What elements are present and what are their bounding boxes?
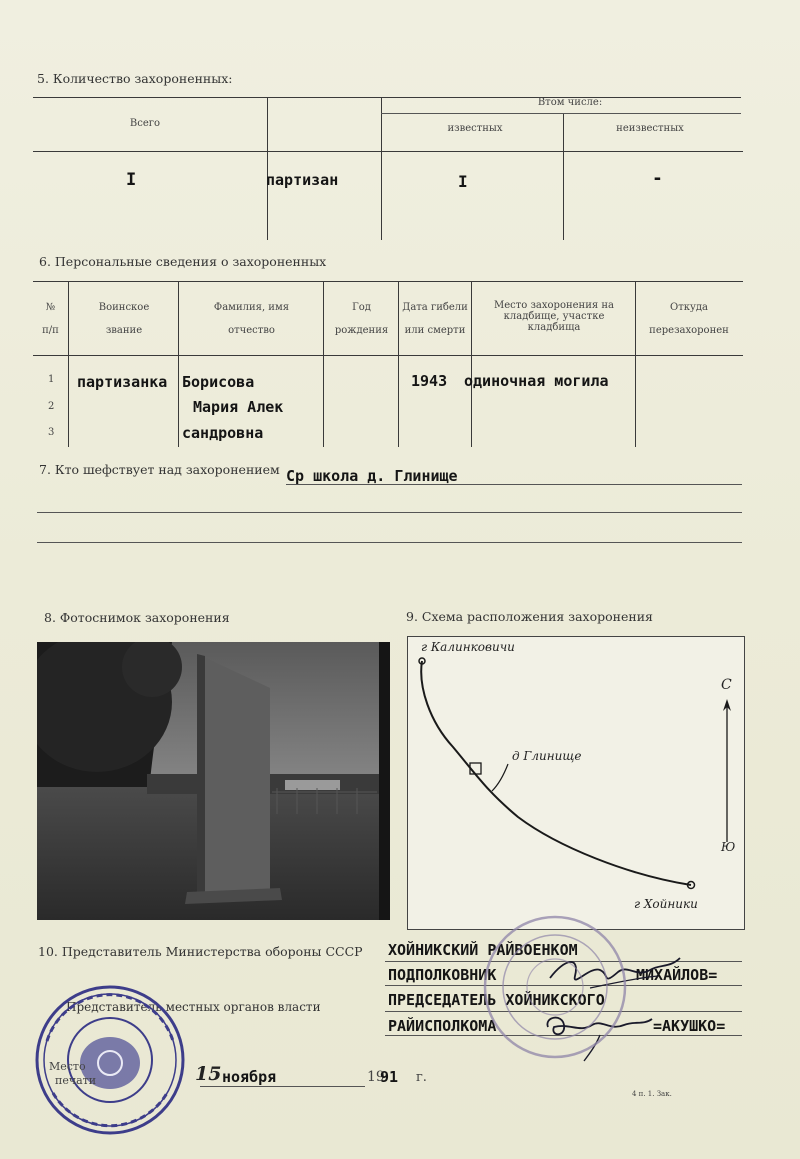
scheme-label-south: Ю [721, 840, 736, 854]
section8-title: 8. Фотоснимок захоронения [44, 610, 230, 625]
header-name: отчество [228, 325, 275, 336]
record-name-line3: сандровна [182, 424, 264, 442]
col-unknown-header: неизвестных [616, 123, 684, 134]
divider [323, 281, 324, 447]
unknown-value: - [652, 168, 663, 189]
date-year-prefix: 19 [367, 1069, 385, 1085]
location-scheme [407, 636, 745, 930]
header-from: Откуда [670, 302, 708, 313]
row-number: 3 [48, 427, 55, 438]
header-place: Место захоронения на [493, 300, 614, 311]
record-name-line1: Борисова [182, 373, 255, 391]
military-rep-line1: ХОЙНИКСКИЙ РАЙВОЕНКОМ [388, 941, 578, 959]
divider [178, 281, 179, 447]
header-name: Фамилия, имя [213, 302, 290, 313]
col-known-header: известных [447, 123, 503, 134]
date-suffix: г. [416, 1070, 427, 1085]
section5-title: 5. Количество захороненных: [37, 71, 233, 86]
local-rep-name: =АКУШКО= [653, 1017, 726, 1035]
total-value: I [126, 170, 137, 190]
header-rank: Воинское [98, 302, 150, 313]
divider [37, 542, 742, 543]
divider [33, 281, 743, 282]
divider [37, 512, 742, 513]
header-num: № [45, 302, 56, 313]
divider [33, 151, 743, 152]
divider [381, 97, 382, 240]
print-info: 4 п. 1. Зак. [632, 1090, 672, 1098]
scheme-label-village: д Глинище [512, 749, 582, 763]
military-rep-line2: ПОДПОЛКОВНИК [388, 966, 497, 984]
stamp-place-label: Место [49, 1060, 86, 1073]
divider [200, 1086, 365, 1087]
header-year: Год [352, 302, 371, 313]
record-date: 1943 [411, 372, 448, 390]
divider [68, 281, 69, 447]
record-name-line2: Мария Алек [193, 398, 284, 416]
date-year: 91 [380, 1068, 399, 1086]
record-rank: партизанка [77, 373, 168, 391]
date-day: 15 [195, 1063, 222, 1085]
header-year: рождения [334, 325, 389, 336]
military-office-stamp [480, 912, 630, 1062]
local-rep-line1: ПРЕДСЕДАТЕЛЬ ХОЙНИКСКОГО [388, 991, 605, 1009]
seal-label: печати [55, 1074, 97, 1087]
divider [33, 355, 743, 356]
section10-title: 10. Представитель Министерства обороны СССР [38, 944, 363, 959]
divider [286, 484, 742, 485]
header-date: Дата гибели [402, 302, 468, 313]
military-rep-name: МИХАЙЛОВ= [636, 966, 718, 984]
divider [635, 281, 636, 447]
divider [381, 113, 741, 114]
record-place: одиночная могила [464, 372, 609, 390]
section9-title: 9. Схема расположения захоронения [406, 609, 653, 624]
section7-title: 7. Кто шефствует над захоронением [39, 462, 280, 477]
section6-title: 6. Персональные сведения о захороненных [39, 254, 327, 269]
header-from: перезахоронен [649, 325, 729, 336]
divider [471, 281, 472, 447]
divider [267, 97, 268, 240]
scheme-label-start: г Калинковичи [421, 640, 515, 654]
divider [563, 113, 564, 240]
col-total-header: Всего [129, 118, 161, 129]
total-type: партизан [266, 171, 339, 189]
header-num: п/п [42, 325, 59, 336]
header-date: или смерти [404, 325, 466, 336]
section7-value: Ср школа д. Глинище [286, 467, 458, 485]
local-rep-line2: РАЙИСПОЛКОМА [388, 1017, 497, 1035]
known-value: I [458, 172, 468, 191]
row-number: 2 [48, 401, 55, 412]
scheme-label-end: г Хойники [634, 897, 698, 911]
local-authority-label: Представитель местных органов власти [66, 1000, 321, 1014]
date-month: ноября [222, 1068, 277, 1086]
header-place: кладбища [527, 322, 581, 333]
col-including-header: Втом числе: [537, 97, 603, 108]
scheme-label-north: С [721, 677, 732, 693]
row-number: 1 [48, 374, 55, 385]
grave-photo [37, 642, 390, 920]
header-place: кладбище, участке [503, 311, 605, 322]
header-rank: звание [105, 325, 143, 336]
